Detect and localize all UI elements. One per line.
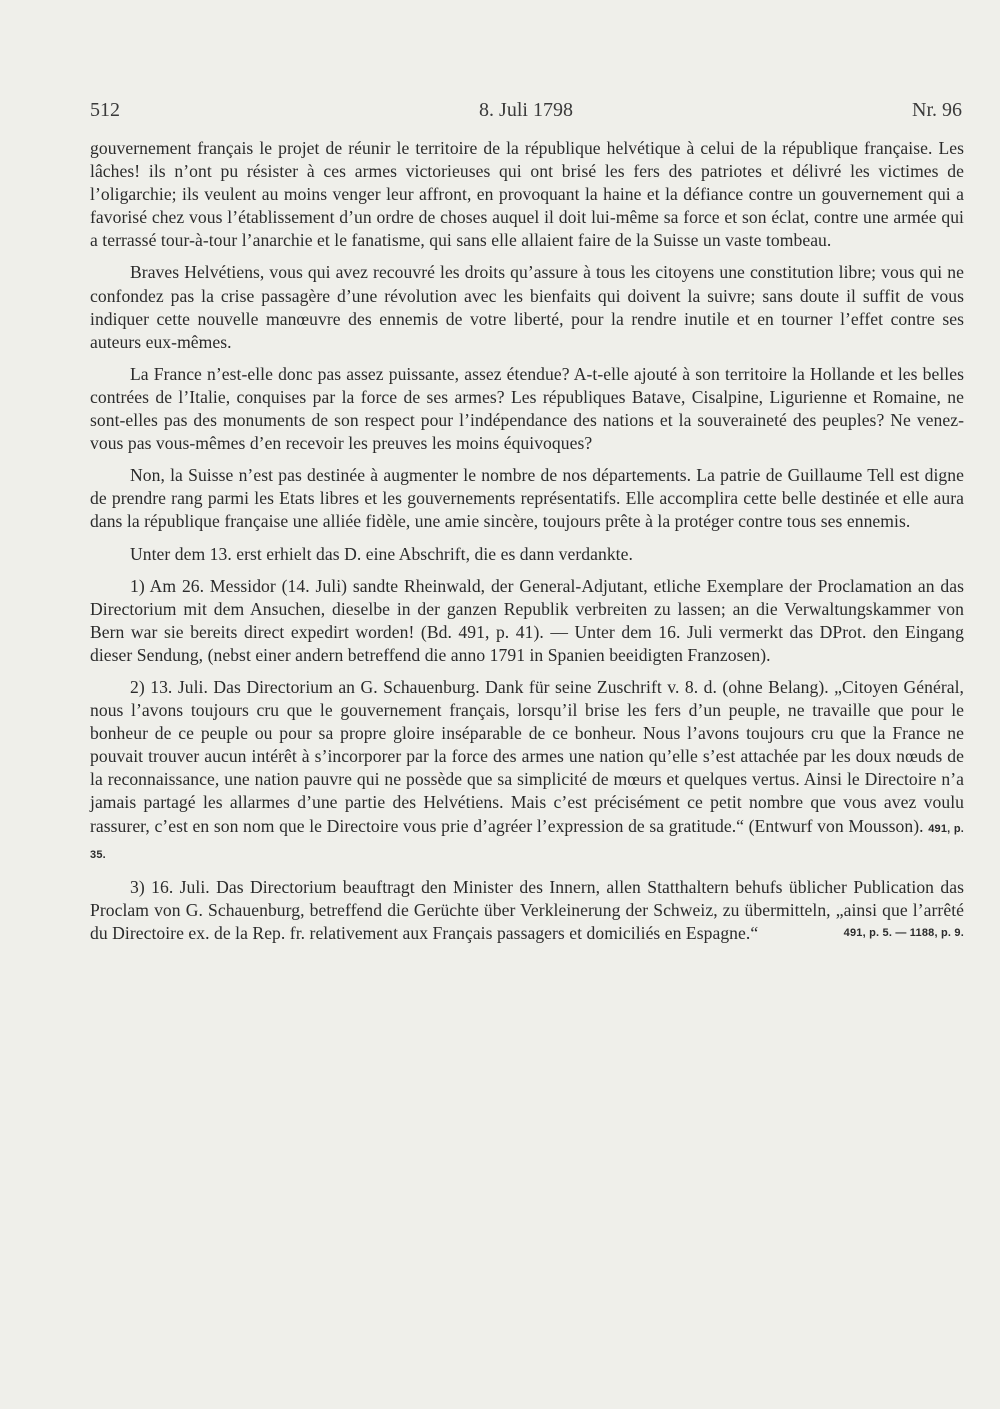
footnote-3-text: 3) 16. Juli. Das Directorium beauftragt den Minister des Innern, allen Statthaltern behufs üblicher Publication das Proclam von G. Schauenburg, betreffend die Gerüchte über Verkleinerung der Schweiz, zu übermitteln, „ainsi que l’arrêté du Directoire ex. de la Rep. fr. relativement aux Français passagers et domiciliés en Espagne.“ (90, 876, 964, 943)
body-text (90, 137, 964, 945)
paragraph: Unter dem 13. erst erhielt das D. eine Abschrift, die es dann verdankte. (130, 543, 633, 564)
footnote-3 (90, 876, 964, 945)
page-number: 512 (90, 99, 120, 121)
paragraph-continuation: gouvernement français le projet de réunir le territoire de la république helvétique à celui de la république française. Les lâches! ils n’ont pu résister à ces armes victorieuses qui ont brisé les fers des patriotes et délivré les victimes de l’oligarchie; ils veulent au moins venger leur affront, en provoquant la haine et la défiance contre un gouvernement qui a favorisé chez vous l’établissement d’un ordre de choses auquel il doit lui-même sa force et son éclat, contre une armée qui a terrassé tour-à-tour l’anarchie et le fanatisme, qui sans elle allaient faire de la Suisse un vaste tombeau. (90, 138, 964, 251)
archive-reference: 491, p. 5. — 1188, p. 9. (843, 926, 964, 939)
paragraph: Non, la Suisse n’est pas destinée à augmenter le nombre de nos départements. La patrie de Guillaume Tell est digne de prendre rang parmi les Etats libres et les gouvernements représentatifs. Elle accomplira cette belle destinée et elle aura dans la république française une alliée fidèle, une amie sincère, toujours prête à la protéger contre tous ses ennemis. (90, 465, 964, 532)
footnote-2 (90, 676, 964, 867)
footnote-2-text: 2) 13. Juli. Das Directorium an G. Schauenburg. Dank für seine Zuschrift v. 8. d. (ohne Belang). „Citoyen Général, nous l’avons toujours cru que le gouvernement français, lorsqu’il brise les fers d’un peuple, ne travaille que pour le bonheur de ce peuple ou pour sa propre gloire inséparable de ce bonheur. Nous l’avons toujours cru que la France ne pouvait trouver aucun intérêt à s’incorporer par la force des armes une nation qu’elle s’est attachée par les doux nœuds de la reconnaissance, une nation pauvre qui ne possède que sa simplicité de mœurs et quelques vertus. Ainsi le Directoire n’a jamais partagé les allarmes d’une partie des Helvétiens. Mais c’est précisément ce petit nombre que vous avez voulu rassurer, c’est en son nom que le Directoire vous prie d’agréer l’expression de sa gratitude.“ (Entwurf von Mousson). (90, 676, 964, 836)
footnote-1: 1) Am 26. Messidor (14. Juli) sandte Rheinwald, der General-Adjutant, etliche Exemplare der Proclamation an das Directorium mit dem Ansuchen, dieselbe in der ganzen Republik verbreiten zu lassen; an die Verwaltungskammer von Bern war sie bereits direct expedirt worden! (Bd. 491, p. 41). — Unter dem 16. Juli vermerkt das DProt. den Eingang dieser Sendung, (nebst einer andern betreffend die anno 1791 in Spanien beeidigten Franzosen). (90, 575, 964, 665)
paragraph: Braves Helvétiens, vous qui avez recouvré les droits qu’assure à tous les citoyens une constitution libre; vous qui ne confondez pas la crise passagère d’une révolution avec les bienfaits qui doivent la suivre; sans doute il suffit de vous indiquer cette nouvelle manœuvre des ennemis de votre liberté, pour la rendre inutile et en tourner l’effet contre ses auteurs eux-mêmes. (90, 262, 964, 352)
document-number: Nr. 96 (912, 99, 962, 121)
paragraph: La France n’est-elle donc pas assez puissante, assez étendue? A-t-elle ajouté à son territoire la Hollande et les belles contrées de l’Italie, conquises par la force de ses armes? Les républiques Batave, Cisalpine, Ligurienne et Romaine, ne sont-elles pas des monuments de son respect pour l’indépendance des nations et la souveraineté des peuples? Ne venez-vous pas vous-mêmes d’en recevoir les preuves les moins équivoques? (90, 363, 964, 454)
header-date: 8. Juli 1798 (479, 99, 573, 121)
archive-reference: 491, p. 35. (90, 822, 964, 861)
